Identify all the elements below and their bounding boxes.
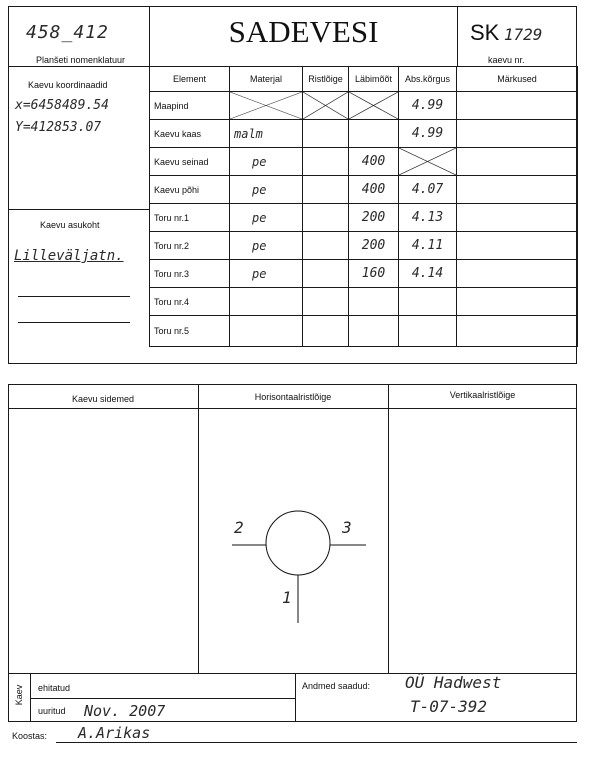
cell-labimoot: 200 <box>349 232 399 260</box>
cell-ristloige <box>303 148 349 176</box>
well-circle <box>266 511 330 575</box>
table-row <box>150 288 578 316</box>
cell-abs: 4.07 <box>399 176 457 204</box>
header-markused: Märkused <box>457 67 578 92</box>
cell-materjal: pe <box>230 232 303 260</box>
koostas-value: A.Arikas <box>78 724 151 742</box>
cell-element: Kaevu põhi <box>150 176 230 204</box>
cell-markused <box>457 148 578 176</box>
cell-element: Kaevu seinad <box>150 148 230 176</box>
table-row <box>150 176 578 204</box>
cell-ristloige <box>303 204 349 232</box>
cell-markused <box>457 204 578 232</box>
table-row <box>150 120 578 148</box>
location-value: Lilleväljatn. <box>14 248 124 264</box>
cell-element: Toru nr.3 <box>150 260 230 288</box>
table-row <box>150 232 578 260</box>
coord-y: Y=412853.07 <box>15 120 102 135</box>
cell-markused <box>457 232 578 260</box>
cell-labimoot <box>349 120 399 148</box>
cell-labimoot: 400 <box>349 148 399 176</box>
cell-element: Kaevu kaas <box>150 120 230 148</box>
pipe-label-2: 2 <box>234 518 244 537</box>
cell-abs: 4.11 <box>399 232 457 260</box>
cell-element: Maapind <box>150 92 230 120</box>
sk-number-group <box>470 20 542 46</box>
koostas-label: Koostas: <box>12 731 48 741</box>
cell-ristloige <box>303 232 349 260</box>
andmed-value-1: OÜ Hadwest <box>405 673 502 692</box>
sk-prefix: SK <box>470 20 500 45</box>
cell-labimoot <box>349 288 399 316</box>
sk-label: kaevu nr. <box>488 55 525 65</box>
cell-ristloige <box>303 260 349 288</box>
cell-element: Toru nr.5 <box>150 316 230 347</box>
col-horisontaal: Horisontaalristlõige <box>254 392 332 402</box>
nomenclature-value: 458_412 <box>26 22 109 43</box>
cell-markused <box>457 120 578 148</box>
table-row <box>150 204 578 232</box>
header-labimoot: Läbimõõt <box>349 67 399 92</box>
table-header-row <box>150 67 578 92</box>
ehitatud-label: ehitatud <box>38 683 71 693</box>
kaev-label: Kaev <box>14 684 24 706</box>
header-abs: Abs.kõrgus <box>399 67 457 92</box>
andmed-value-2: T-07-392 <box>410 697 488 716</box>
crossed-cell <box>399 148 457 176</box>
cell-abs: 4.99 <box>399 120 457 148</box>
cell-labimoot: 200 <box>349 204 399 232</box>
cell-materjal <box>230 288 303 316</box>
cell-labimoot: 160 <box>349 260 399 288</box>
cell-abs <box>399 288 457 316</box>
cell-materjal <box>230 316 303 347</box>
cell-ristloige <box>303 288 349 316</box>
col-kaevu-sidemed: Kaevu sidemed <box>71 394 135 404</box>
location-label: Kaevu asukoht <box>40 220 100 230</box>
cell-abs <box>399 316 457 347</box>
cell-materjal: pe <box>230 148 303 176</box>
cell-markused <box>457 260 578 288</box>
crossed-cell <box>349 92 399 120</box>
uuritud-label: uuritud <box>38 706 66 716</box>
header-element: Element <box>150 67 230 92</box>
cell-abs: 4.14 <box>399 260 457 288</box>
col-vertikaal: Vertikaalristlõige <box>449 390 516 400</box>
cell-markused <box>457 176 578 204</box>
cell-element: Toru nr.4 <box>150 288 230 316</box>
nomenclature-label: Planšeti nomenklatuur <box>36 55 126 65</box>
cell-abs: 4.13 <box>399 204 457 232</box>
element-table <box>149 66 578 347</box>
cell-element: Toru nr.1 <box>150 204 230 232</box>
cell-ristloige <box>303 316 349 347</box>
cell-labimoot <box>349 316 399 347</box>
cell-ristloige <box>303 120 349 148</box>
cell-materjal: pe <box>230 176 303 204</box>
coords-label: Kaevu koordinaadid <box>28 80 108 90</box>
pipe-label-1: 1 <box>282 588 292 607</box>
header-ristloige: Ristlõige <box>303 67 349 92</box>
table-row <box>150 316 578 347</box>
cell-abs: 4.99 <box>399 92 457 120</box>
cell-materjal: pe <box>230 260 303 288</box>
cell-element: Toru nr.2 <box>150 232 230 260</box>
cell-markused <box>457 316 578 347</box>
cell-materjal: malm <box>230 120 303 148</box>
cell-labimoot: 400 <box>349 176 399 204</box>
table-row <box>150 92 578 120</box>
pipe-label-3: 3 <box>342 518 352 537</box>
table-row <box>150 148 578 176</box>
coord-x: x=6458489.54 <box>15 98 109 113</box>
crossed-cell <box>230 92 303 120</box>
cell-markused <box>457 288 578 316</box>
cell-ristloige <box>303 176 349 204</box>
header-materjal: Materjal <box>230 67 303 92</box>
cell-materjal: pe <box>230 204 303 232</box>
sk-number: 1729 <box>503 25 543 44</box>
crossed-cell <box>303 92 349 120</box>
page-title: SADEVESI <box>228 14 379 49</box>
cell-markused <box>457 92 578 120</box>
andmed-label: Andmed saadud: <box>302 681 371 691</box>
table-row <box>150 260 578 288</box>
uuritud-value: Nov. 2007 <box>84 702 166 720</box>
